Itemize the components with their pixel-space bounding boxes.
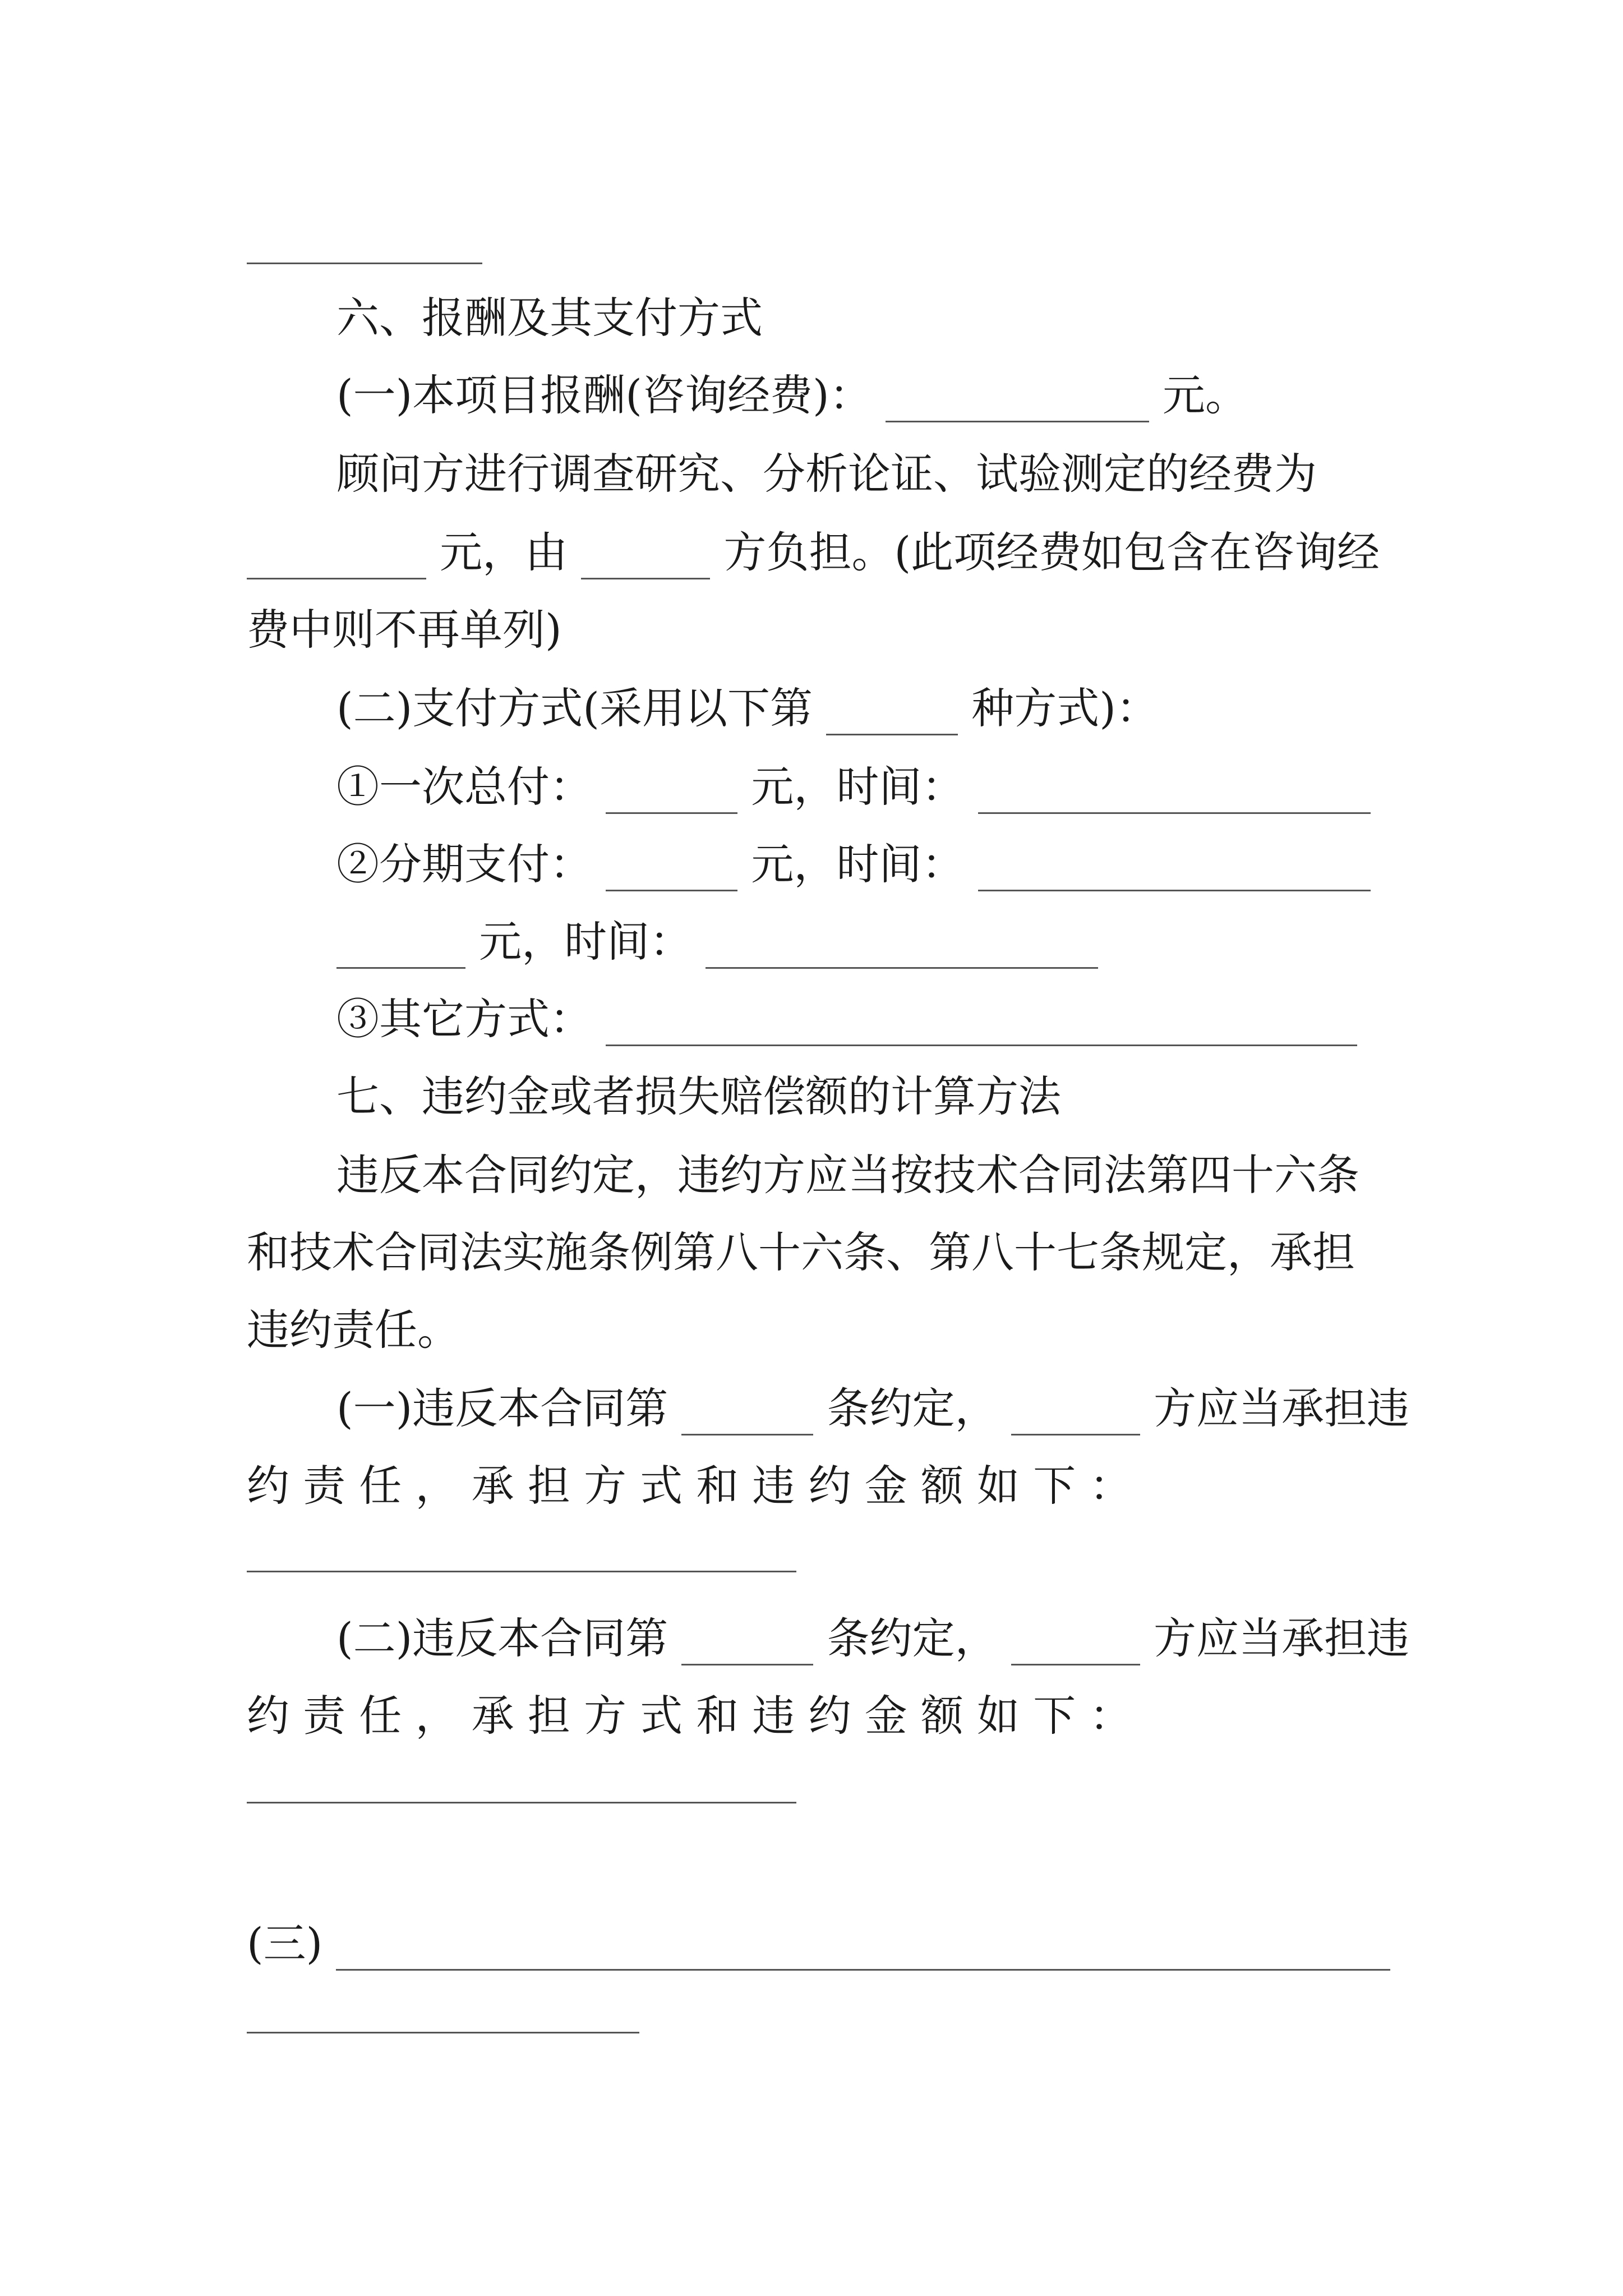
breach-2-clause-blank[interactable] [681, 1608, 813, 1665]
breach-2-mid: 条约定， [827, 1613, 998, 1663]
option-2-amount-blank[interactable] [606, 834, 737, 891]
option-2-time-blank[interactable] [978, 834, 1371, 891]
breach-2-line [0, 1608, 1623, 1669]
research-fee-note-end: 费中则不再单列) [247, 605, 562, 655]
option-2-installment-line [0, 911, 1623, 973]
research-fee-line-1 [0, 443, 1623, 505]
option-3-label: ③其它方式： [336, 994, 592, 1044]
payment-method-label: (二)支付方式(采用以下第 [336, 683, 813, 733]
breach-3-detail-blank[interactable] [336, 1913, 1390, 1971]
liability-para-line-3 [0, 1299, 1623, 1361]
breach-1-mid: 条约定， [827, 1383, 998, 1433]
option-2b-time-label: 元，时间： [479, 917, 693, 967]
breach-1-terms: 约 责 任 ， 承 担 方 式 和 违 约 金 额 如 下 ： [247, 1461, 1132, 1511]
remuneration-amount-blank[interactable] [886, 365, 1149, 422]
research-fee-line-3 [0, 599, 1623, 661]
research-fee-unit: 元，由 [440, 527, 568, 577]
option-3-line [0, 988, 1623, 1050]
breach-2-label: (二)违反本合同第 [336, 1613, 668, 1663]
option-2-line [0, 834, 1623, 895]
section-7-title: 七、违约金或者损失赔偿额的计算方法 [336, 1071, 1061, 1121]
breach-2-line-2 [0, 1685, 1623, 1747]
liability-text-2: 和技术合同法实施条例第八十六条、第八十七条规定，承担 [247, 1227, 1355, 1277]
breach-2-terms: 约 责 任 ， 承 担 方 式 和 违 约 金 额 如 下 ： [247, 1691, 1132, 1741]
option-2-time-label: 元，时间： [751, 839, 965, 889]
breach-3-line [0, 1913, 1623, 1975]
option-2b-time-blank[interactable] [706, 911, 1098, 969]
option-2b-amount-blank[interactable] [336, 911, 465, 969]
section-6-heading [0, 287, 1623, 349]
remuneration-label: (一)本项目报酬(咨询经费)： [336, 370, 872, 420]
breach-1-line [0, 1378, 1623, 1439]
breach-1-label: (一)违反本合同第 [336, 1383, 668, 1433]
research-fee-line-2 [0, 522, 1623, 583]
breach-1-detail-blank[interactable] [247, 1571, 796, 1572]
liability-para-line-2 [0, 1222, 1623, 1283]
breach-3-label: (三) [247, 1918, 323, 1968]
remuneration-unit: 元。 [1162, 370, 1248, 420]
option-1-time-label: 元，时间： [751, 762, 965, 812]
option-1-label: ①一次总付： [336, 762, 592, 812]
payment-method-choice-blank[interactable] [826, 678, 958, 735]
option-3-detail-blank[interactable] [606, 988, 1357, 1046]
section-7-heading [0, 1066, 1623, 1128]
breach-1-line-2 [0, 1455, 1623, 1517]
breach-3-continued-blank[interactable] [247, 2032, 639, 2033]
option-1-line [0, 756, 1623, 818]
breach-1-clause-blank[interactable] [681, 1378, 813, 1435]
remuneration-line [0, 365, 1623, 426]
liability-text-3: 违约责任。 [247, 1305, 460, 1355]
blank-line [247, 263, 482, 264]
liability-text-1: 违反本合同约定，违约方应当按技术合同法第四十六条 [336, 1150, 1359, 1200]
breach-2-party-blank[interactable] [1011, 1608, 1140, 1665]
research-fee-party-blank[interactable] [581, 522, 710, 579]
option-2-label: ②分期支付： [336, 839, 592, 889]
payment-method-line [0, 678, 1623, 739]
liability-para-line-1 [0, 1144, 1623, 1206]
breach-1-suffix: 方应当承担违 [1154, 1383, 1409, 1433]
breach-2-detail-blank[interactable] [247, 1802, 796, 1803]
breach-1-party-blank[interactable] [1011, 1378, 1140, 1435]
payment-method-suffix: 种方式)： [971, 683, 1159, 733]
section-6-title: 六、报酬及其支付方式 [336, 293, 763, 343]
research-fee-amount-blank[interactable] [247, 522, 426, 579]
research-fee-note: 方负担。(此项经费如包含在咨询经 [723, 527, 1380, 577]
research-fee-text: 顾问方进行调查研究、分析论证、试验测定的经费为 [336, 449, 1317, 499]
option-1-time-blank[interactable] [978, 756, 1371, 814]
option-1-amount-blank[interactable] [606, 756, 737, 814]
breach-2-suffix: 方应当承担违 [1154, 1613, 1409, 1663]
